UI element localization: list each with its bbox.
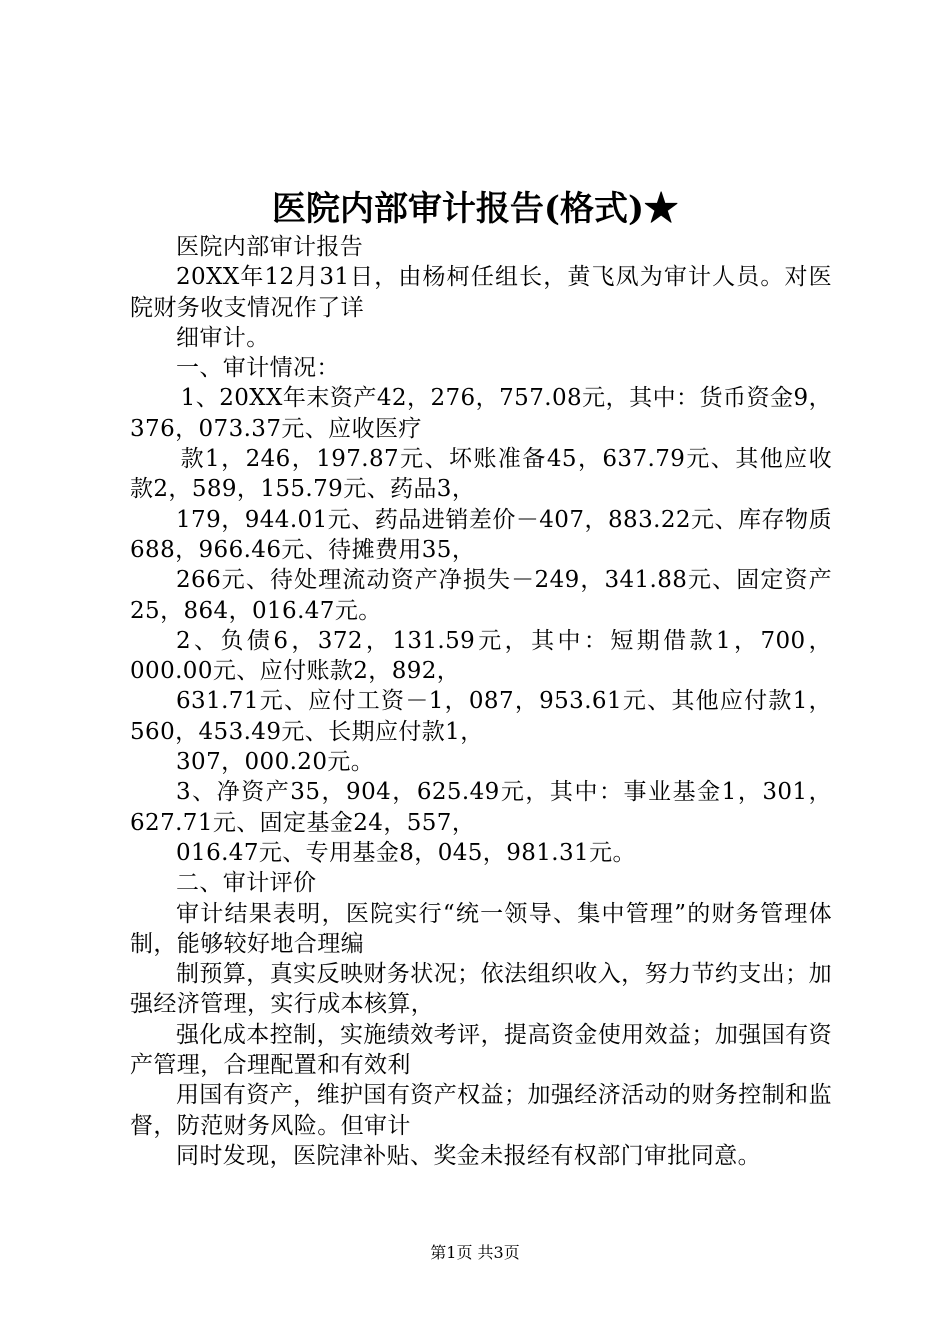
section-heading-audit-evaluation: 二、审计评价 — [176, 870, 317, 897]
section-heading-audit-situation: 一、审计情况： — [176, 355, 340, 382]
document-body — [130, 232, 832, 1171]
paragraph-liabilities: 2、负债6，372，131.59元，其中：短期借款1，700，000.00元、应付账款2，892， — [130, 627, 832, 685]
paragraph-evaluation-cont-3: 用国有资产，维护国有资产权益；加强经济活动的财务控制和监督，防范财务风险。但审计 — [130, 1082, 832, 1139]
paragraph-assets-cont-2: 179，944.01元、药品进销差价－407，883.22元、库存物质688，966.46元、待摊费用35， — [130, 506, 832, 563]
paragraph-subtitle: 医院内部审计报告 — [176, 234, 364, 260]
paragraph-liabilities-cont-1: 631.71元、应付工资－1，087，953.61元、其他应付款1，560，453.49元、长期应付款1， — [130, 688, 832, 745]
page-footer: 第1页 共3页 — [430, 1243, 520, 1262]
paragraph-evaluation-cont-2: 强化成本控制，实施绩效考评，提高资金使用效益；加强国有资产管理，合理配置和有效利 — [130, 1021, 832, 1079]
paragraph-liabilities-cont-2: 307，000.20元。 — [176, 749, 375, 776]
paragraph-evaluation: 审计结果表明，医院实行“统一领导、集中管理”的财务管理体制，能够较好地合理编 — [130, 900, 832, 957]
paragraph-net-assets-cont: 016.47元、专用基金8，045，981.31元。 — [176, 839, 636, 866]
document-title: 医院内部审计报告(格式)★ — [271, 189, 679, 229]
paragraph-evaluation-cont-1: 制预算，真实反映财务状况；依法组织收入，努力节约支出；加强经济管理，实行成本核算， — [130, 961, 832, 1018]
paragraph-assets-cont-1: 款1，246，197.87元、坏账准备45，637.79元、其他应收款2，589，155.79元、药品3， — [130, 446, 832, 503]
paragraph-evaluation-cont-4: 同时发现，医院津补贴、奖金未报经有权部门审批同意。 — [176, 1142, 761, 1169]
paragraph-intro-cont: 细审计。 — [176, 324, 270, 351]
paragraph-intro: 20XX年12月31日，由杨柯任组长，黄飞凤为审计人员。对医院财务收支情况作了详 — [130, 264, 832, 321]
paragraph-assets: 1、20XX年末资产42，276，757.08元，其中：货币资金9，376，073.37元、应收医疗 — [130, 385, 832, 442]
paragraph-net-assets: 3、净资产35，904，625.49元，其中：事业基金1，301，627.71元、固定基金24，557， — [130, 779, 832, 836]
paragraph-assets-cont-3: 266元、待处理流动资产净损失－249，341.88元、固定资产25，864，016.47元。 — [130, 567, 832, 624]
